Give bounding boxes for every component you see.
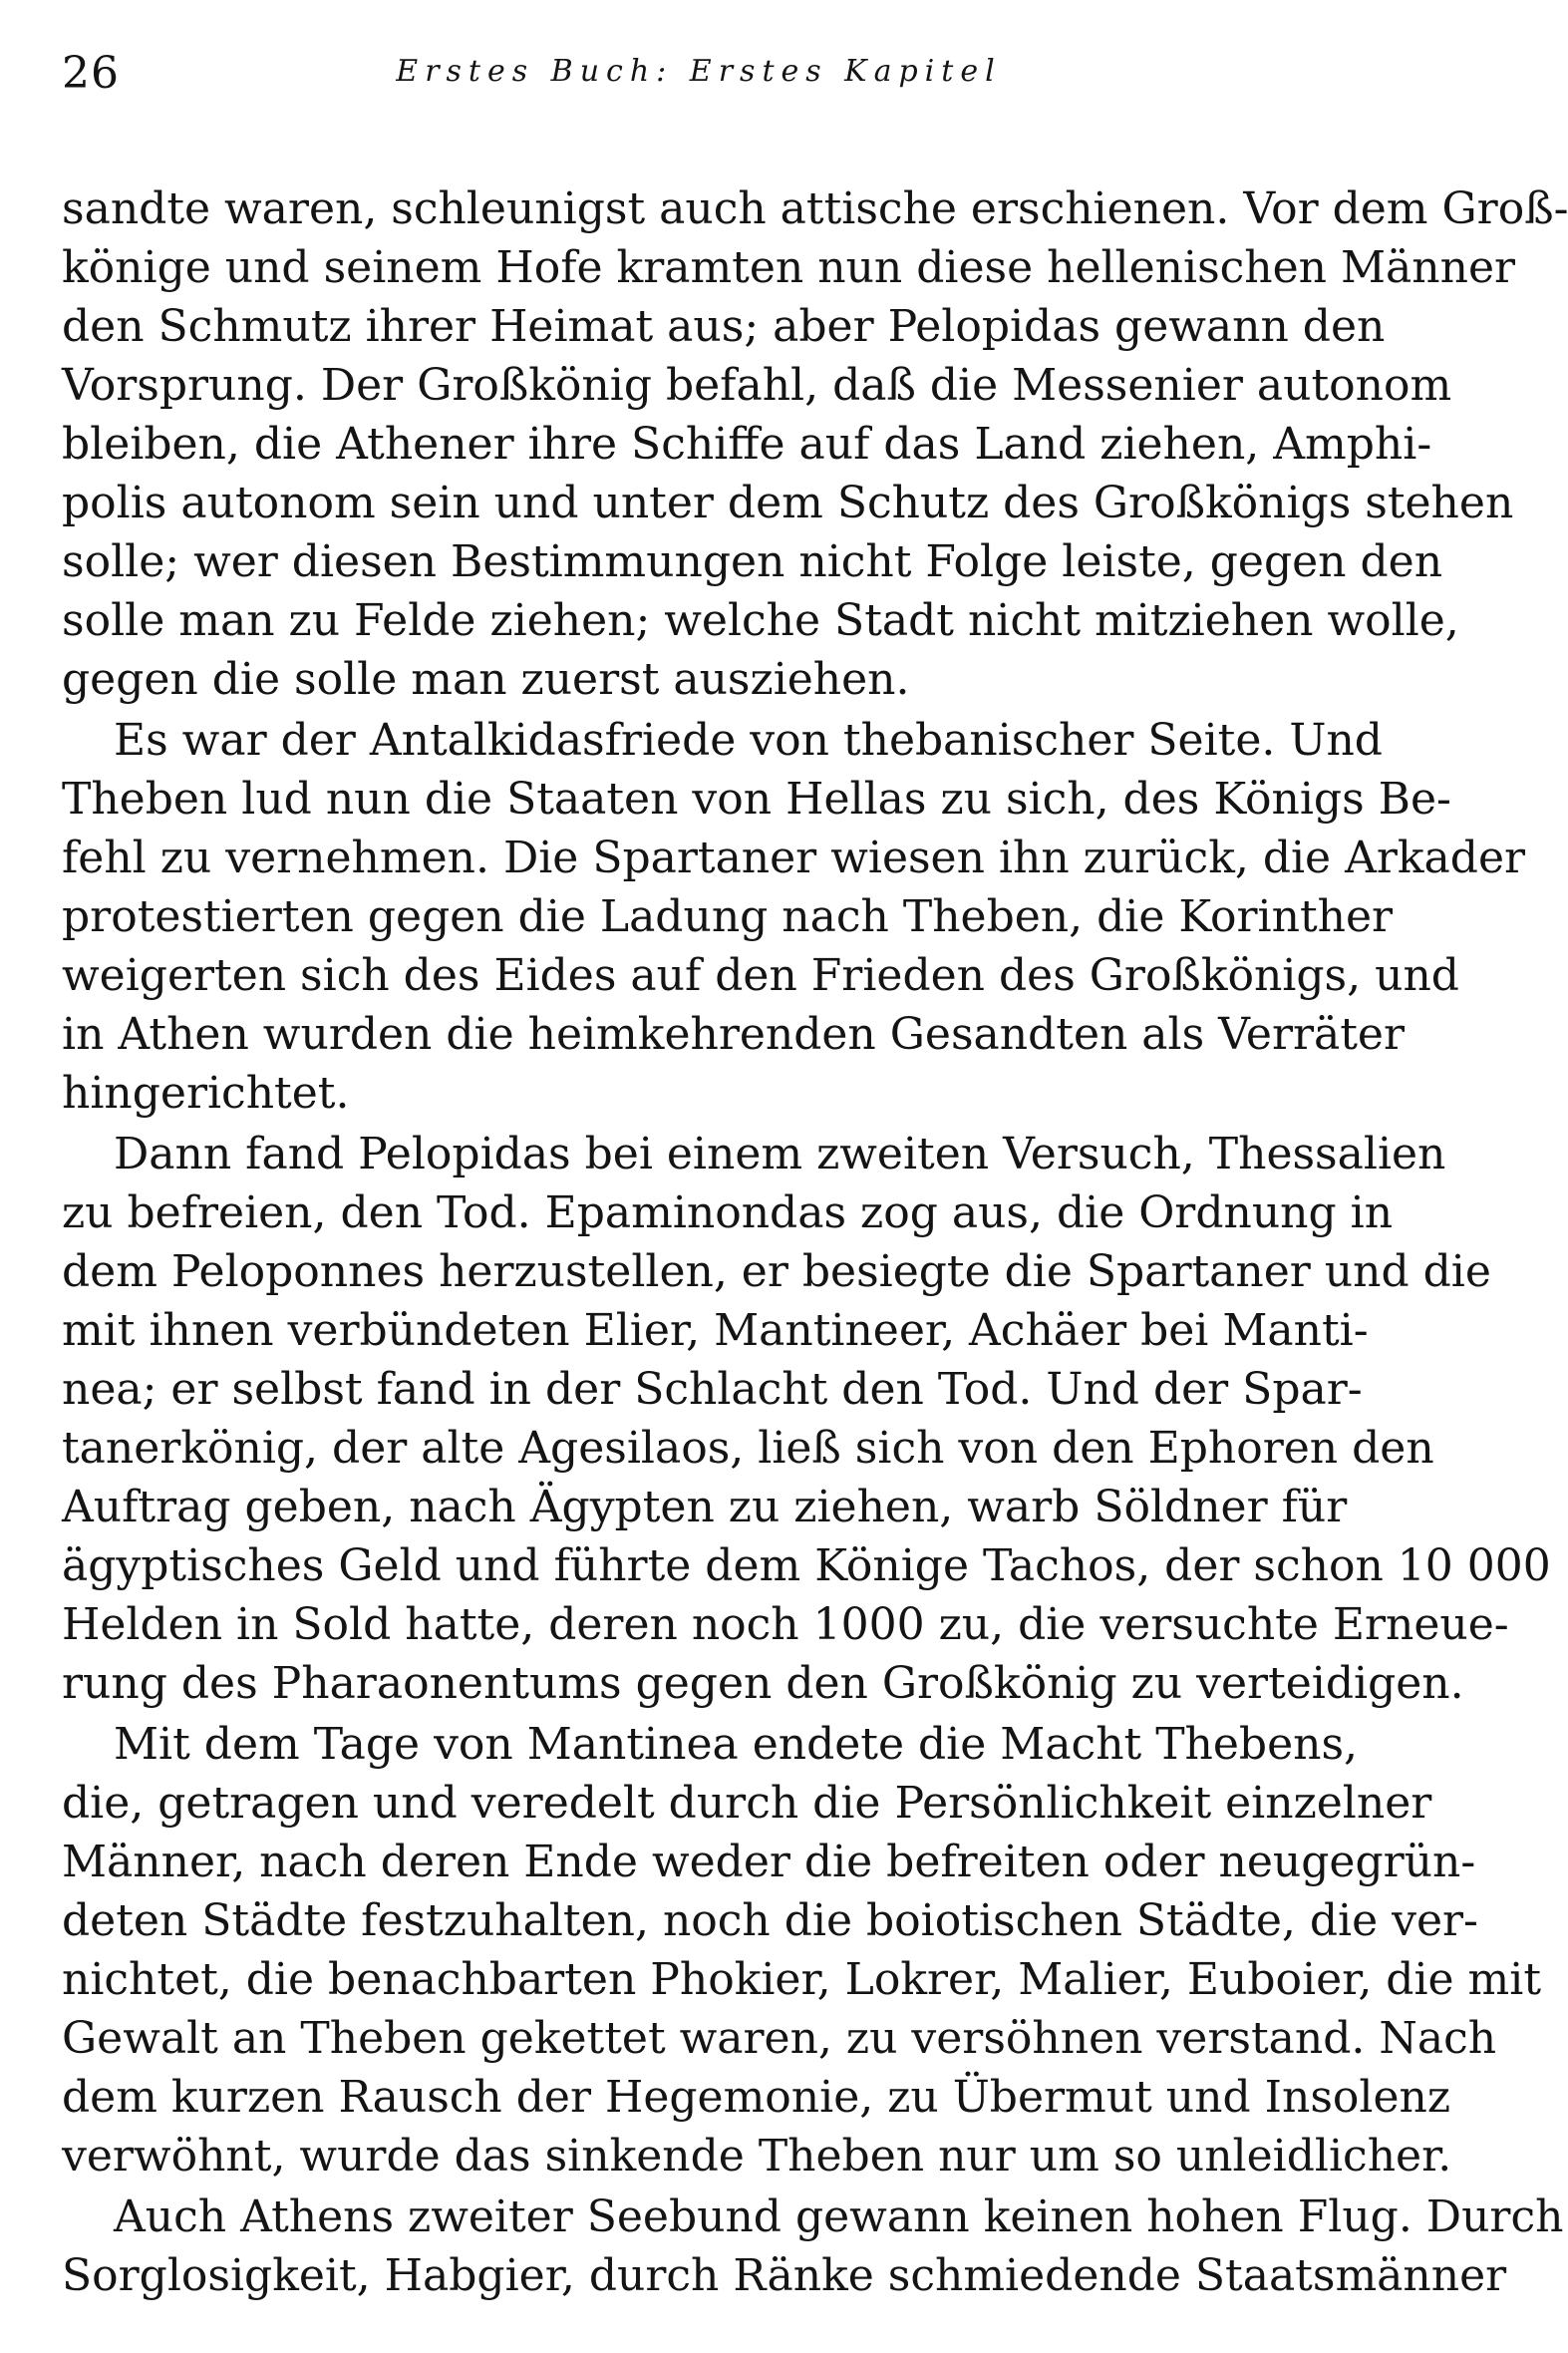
page-number: 26 bbox=[62, 48, 120, 99]
text-line: Mit dem Tage von Mantinea endete die Macht Thebens, bbox=[114, 1719, 1359, 1770]
text-line: ägyptisches Geld und führte dem Könige Tachos, der schon 10 000 bbox=[62, 1540, 1551, 1591]
text-line: verwöhnt, wurde das sinkende Theben nur um so unleidlicher. bbox=[62, 2131, 1452, 2182]
text-line: protestierten gegen die Ladung nach Theben, die Korinther bbox=[62, 891, 1394, 942]
text-line: dem kurzen Rausch der Hegemonie, zu Übermut und Insolenz bbox=[62, 2072, 1451, 2123]
body-text bbox=[62, 179, 1568, 2305]
text-line: Auch Athens zweiter Seebund gewann keinen hohen Flug. Durch bbox=[114, 2191, 1564, 2242]
paragraph-2 bbox=[62, 711, 1526, 1123]
text-line: Auftrag geben, nach Ägypten zu ziehen, warb Söldner für bbox=[62, 1482, 1348, 1532]
paragraph-3 bbox=[62, 1125, 1551, 1713]
text-line: sandte waren, schleunigst auch attische erschienen. Vor dem Groß- bbox=[62, 183, 1568, 234]
text-line: solle; wer diesen Bestimmungen nicht Folge leiste, gegen den bbox=[62, 536, 1443, 587]
text-line: rung des Pharaonentums gegen den Großkönig zu verteidigen. bbox=[62, 1658, 1464, 1709]
paragraph-1 bbox=[62, 179, 1568, 709]
text-line: Es war der Antalkidasfriede von thebanischer Seite. Und bbox=[114, 715, 1383, 766]
text-line: deten Städte festzuhalten, noch die boiotischen Städte, die ver- bbox=[62, 1895, 1478, 1946]
text-line: den Schmutz ihrer Heimat aus; aber Pelopidas gewann den bbox=[62, 301, 1386, 352]
book-page bbox=[62, 40, 1568, 2305]
text-line: mit ihnen verbündeten Elier, Mantineer, Achäer bei Manti- bbox=[62, 1305, 1369, 1356]
text-line: die, getragen und veredelt durch die Persönlichkeit einzelner bbox=[62, 1778, 1432, 1829]
text-line: nea; er selbst fand in der Schlacht den Tod. Und der Spar- bbox=[62, 1364, 1363, 1415]
text-line: tanerkönig, der alte Agesilaos, ließ sich von den Ephoren den bbox=[62, 1423, 1434, 1474]
text-line: Gewalt an Theben gekettet waren, zu versöhnen verstand. Nach bbox=[62, 2013, 1497, 2064]
text-line: Sorglosigkeit, Habgier, durch Ränke schmiedende Staatsmänner bbox=[62, 2250, 1507, 2301]
paragraph-5 bbox=[62, 2187, 1564, 2305]
text-line: zu befreien, den Tod. Epaminondas zog aus, die Ordnung in bbox=[62, 1187, 1394, 1238]
text-line: weigerten sich des Eides auf den Frieden des Großkönigs, und bbox=[62, 950, 1459, 1001]
text-line: könige und seinem Hofe kramten nun diese hellenischen Männer bbox=[62, 242, 1516, 293]
paragraph-4 bbox=[62, 1715, 1542, 2185]
text-line: nichtet, die benachbarten Phokier, Lokrer, Malier, Euboier, die mit bbox=[62, 1954, 1542, 2005]
text-line: bleiben, die Athener ihre Schiffe auf das Land ziehen, Amphi- bbox=[62, 419, 1432, 470]
text-line: Theben lud nun die Staaten von Hellas zu sich, des Königs Be- bbox=[62, 774, 1451, 825]
text-line: Dann fand Pelopidas bei einem zweiten Versuch, Thessalien bbox=[114, 1129, 1446, 1179]
text-line: Helden in Sold hatte, deren noch 1000 zu, die versuchte Erneue- bbox=[62, 1599, 1509, 1650]
text-line: solle man zu Felde ziehen; welche Stadt nicht mitziehen wolle, bbox=[62, 595, 1459, 646]
text-line: gegen die solle man zuerst ausziehen. bbox=[62, 654, 910, 705]
text-line: hingerichtet. bbox=[62, 1068, 350, 1119]
text-line: in Athen wurden die heimkehrenden Gesandten als Verräter bbox=[62, 1009, 1406, 1060]
running-head bbox=[62, 40, 1336, 110]
text-line: Männer, nach deren Ende weder die befreiten oder neugegrün- bbox=[62, 1837, 1476, 1887]
text-line: Vorsprung. Der Großkönig befahl, daß die Messenier autonom bbox=[62, 360, 1452, 411]
text-line: polis autonom sein und unter dem Schutz des Großkönigs stehen bbox=[62, 478, 1514, 528]
text-line: fehl zu vernehmen. Die Spartaner wiesen ihn zurück, die Arkader bbox=[62, 833, 1526, 883]
running-title: Erstes Buch: Erstes Kapitel bbox=[396, 54, 1002, 89]
text-line: dem Peloponnes herzustellen, er besiegte die Spartaner und die bbox=[62, 1246, 1491, 1297]
